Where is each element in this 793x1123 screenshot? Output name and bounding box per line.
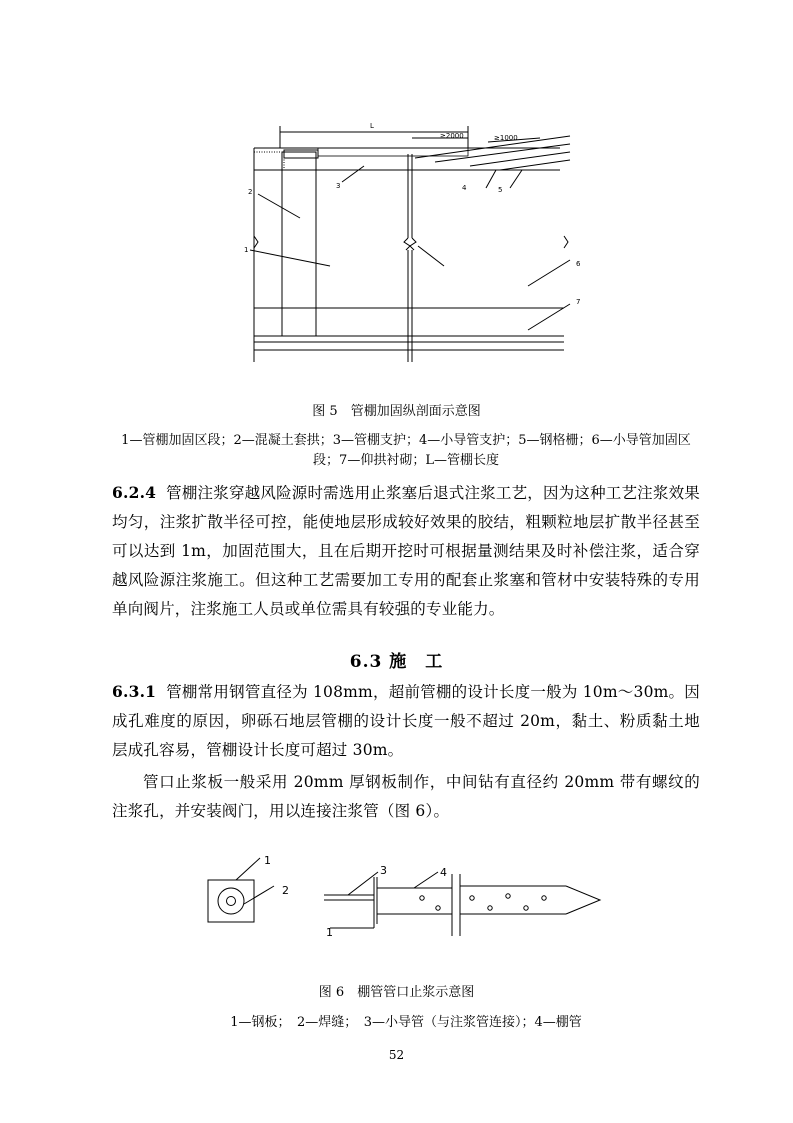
section-number: 6.3.1: [112, 682, 157, 701]
figure5-label-5: 5: [498, 186, 503, 194]
figure5-label-1: 1: [244, 246, 249, 254]
page-number: 52: [388, 1048, 405, 1062]
figure-6-diagram: [200, 852, 610, 942]
figure5-label-2: 2: [248, 188, 253, 196]
paragraph-stop-plate: 管口止浆板一般采用 20mm 厚钢板制作，中间钻有直径约 20mm 带有螺纹的注浆孔，并安装阀门，用以连接注浆管（图 6）。: [112, 773, 700, 820]
figure-6-legend: 1—钢板； 2—焊缝； 3—小导管（与注浆管连接）；4—棚管: [230, 1015, 582, 1030]
figure5-label-4: 4: [462, 184, 467, 192]
figure5-label-dim2: ≥1000: [494, 134, 518, 142]
figure5-label-6: 6: [576, 260, 581, 268]
figure5-label-7: 7: [576, 298, 581, 306]
figure6-label-3: 3: [380, 864, 387, 877]
figure-6-title: 图 6 棚管管口止浆示意图: [318, 985, 475, 1000]
section-text: 管棚常用钢管直径为 108mm，超前管棚的设计长度一般为 10m～30m。因成孔难度的原因，卵砾石地层管棚的设计长度一般不超过 20m，黏土、粉质黏土地层成孔容易，管棚设计长度可超过 30m。: [112, 683, 700, 759]
section-6-2-4: [112, 478, 700, 624]
figure6-label-4: 4: [440, 866, 447, 879]
figure-5-legend: 1—管棚加固区段；2—混凝土套拱；3—管棚支护；4—小导管支护；5—钢格栅；6—小导管加固区段；7—仰拱衬砌；L—管棚长度: [121, 433, 691, 468]
figure5-label-L: L: [370, 122, 374, 130]
figure6-label-1: 1: [264, 854, 271, 867]
figure-5-title: 图 5 管棚加固纵剖面示意图: [312, 404, 481, 419]
figure6-label-1b: 1: [326, 926, 333, 939]
section-number: 6.2.4: [112, 483, 157, 502]
section-text: 管棚注浆穿越风险源时需选用止浆塞后退式注浆工艺，因为这种工艺注浆效果均匀，注浆扩散半径可控，能使地层形成较好效果的胶结，粗颗粒地层扩散半径甚至可以达到 1m，加固范围大，且在后期开挖时可根据量测结果及时补偿注浆，适合穿越风险源注浆施工。但这种工艺需要加工专用的配套止浆塞和管材中安装特殊的专用单向阀片，注浆施工人员或单位需具有较强的专业能力。: [112, 484, 700, 618]
figure5-label-3: 3: [336, 182, 341, 190]
figure-5-diagram: [240, 118, 581, 363]
figure6-label-2: 2: [282, 884, 289, 897]
figure5-label-dim1: ≥2000: [440, 132, 464, 140]
section-heading-6-3: 6.3 施 工: [349, 652, 444, 672]
section-6-3-1: [112, 677, 700, 765]
